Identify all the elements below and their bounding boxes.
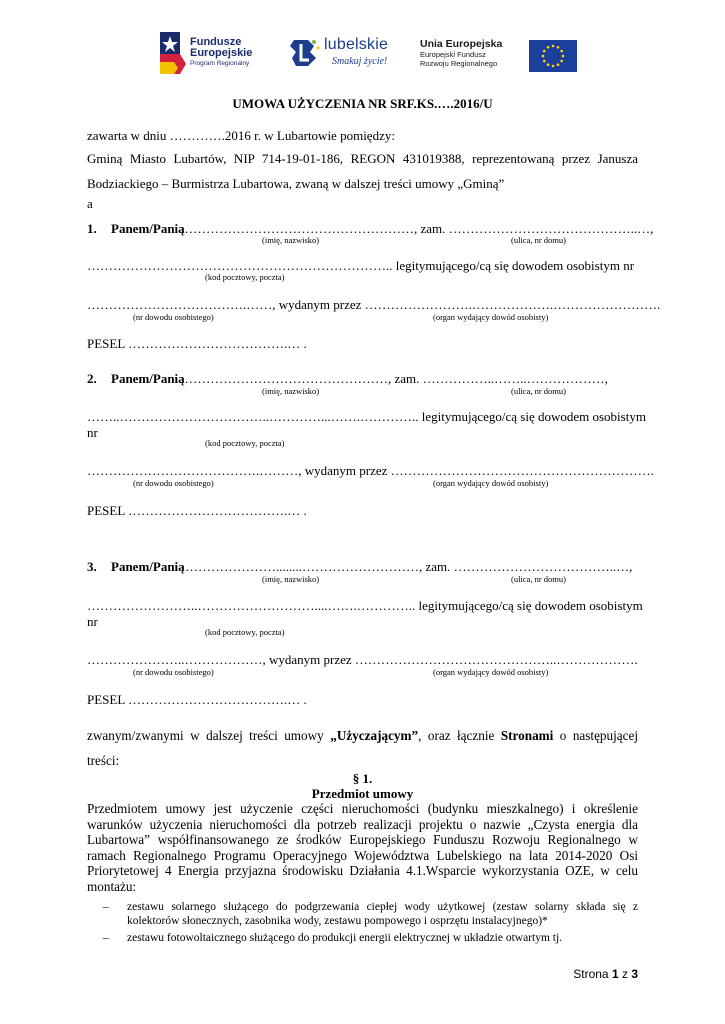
person-label: Panem/Panią <box>111 221 185 236</box>
list-item <box>87 900 638 928</box>
person-name-address-line: …………………........………………………, zam. ………………………………..…, <box>185 559 633 574</box>
person-num: 2. <box>87 371 97 386</box>
hint-id: (nr dowodu osobistego) <box>133 667 214 677</box>
page-number <box>573 967 638 981</box>
section-1-number: § 1. <box>352 771 373 786</box>
list-item-text: zestawu fotowoltaicznego służącego do produkcji energii elektrycznej w układzie otwartym tj. <box>127 932 563 944</box>
lubelskie-tagline: Smakuj życie! <box>332 56 388 67</box>
document-title: UMOWA UŻYCZENIA NR SRF.KS.….2016/U <box>232 96 493 111</box>
list-item <box>87 931 638 945</box>
hint-org: (organ wydający dowód osobisty) <box>433 478 549 488</box>
closing-uzyczajacy: „Użyczającym” <box>330 728 419 743</box>
hint-id: (nr dowodu osobistego) <box>133 478 214 488</box>
intro-gmina: Gminą Miasto Lubartów, NIP 714-19-01-186, REGON 431019388, reprezentowaną przez Janusza Bodziackiego – Burmistrza Lubartowa, zwaną w dalszej treści umowy „Gminą” <box>87 151 638 191</box>
fe-line1: Fundusze <box>190 36 242 48</box>
person-pesel: PESEL ……………………………….… . <box>87 503 307 518</box>
hint-name: (imię, nazwisko) <box>262 235 320 245</box>
hint-post: (kod pocztowy, poczta) <box>205 627 285 637</box>
ue-line1: Unia Europejska <box>420 38 503 50</box>
fe-star-flag-icon <box>160 32 186 74</box>
eu-flag-icon <box>529 40 577 72</box>
list-dash: – <box>103 932 109 944</box>
closing-strony: Stronami <box>500 728 554 743</box>
hint-name: (imię, nazwisko) <box>262 574 320 584</box>
list-dash: – <box>103 901 109 913</box>
footer-total: 3 <box>631 967 638 981</box>
person-pesel: PESEL ……………………………….… . <box>87 692 307 707</box>
footer-pre: Strona <box>573 967 612 981</box>
person-postcode-line: …………………………………………………………….. legitymującego/cą się dowodem osobistym nr <box>87 258 635 273</box>
person-num: 3. <box>87 559 97 574</box>
parties-definition <box>87 723 638 773</box>
section-1-list <box>87 900 638 945</box>
hint-org: (organ wydający dowód osobisty) <box>433 312 549 322</box>
list-item-text: zestawu solarnego służącego do podgrzewania ciepłej wody użytkowej (zestaw solarny składa się z kolektorów słonecznych, zasobnika wody, zestawu pompowego i osprzętu instalacyjnego)* <box>127 901 638 927</box>
person-id-line: …………………..………………, wydanym przez ………………………………………..………………. <box>87 652 638 667</box>
person-postcode-line-cont: nr <box>87 614 98 629</box>
footer-page: 1 <box>611 967 619 981</box>
closing-mid: , oraz łącznie <box>418 728 501 743</box>
hint-street: (ulica, nr domu) <box>511 386 566 396</box>
intro-a: a <box>87 196 93 211</box>
hint-post: (kod pocztowy, poczta) <box>205 272 285 282</box>
hint-street: (ulica, nr domu) <box>511 235 566 245</box>
intro-date-line: zawarta w dniu ………….2016 r. w Lubartowie pomiędzy: <box>87 128 395 143</box>
person-name-address-line: ………………………………………………, zam. ……………………………………..…, <box>180 221 654 236</box>
footer-mid: z <box>618 967 632 981</box>
person-postcode-line: ……………………..………………………....…….………….. legitymującego/cą się dowodem osobistym <box>87 598 643 613</box>
person-id-line: ……………………………….……, wydanym przez …………………….……………….……………………. <box>87 297 661 312</box>
hint-id: (nr dowodu osobistego) <box>133 312 214 322</box>
lubelskie-name: lubelskie <box>324 36 389 53</box>
lubelskie-logo <box>288 34 400 76</box>
ue-line2: Europejski Fundusz <box>420 50 486 59</box>
hint-post: (kod pocztowy, poczta) <box>205 438 285 448</box>
section-1-title: Przedmiot umowy <box>311 786 414 801</box>
closing-post: o następującej treści: <box>87 728 639 768</box>
person-num: 1. <box>87 221 97 236</box>
person-label: Panem/Panią <box>111 559 185 574</box>
ue-line3: Rozwoju Regionalnego <box>420 59 498 68</box>
person-label: Panem/Panią <box>111 371 185 386</box>
person-postcode-line: ……..……………………………..…………...…….………….. legitymującego/cą się dowodem osobistym <box>87 409 646 424</box>
closing-pre: zwanym/zwanymi w dalszej treści umowy <box>87 728 331 743</box>
hint-name: (imię, nazwisko) <box>262 386 320 396</box>
fundusze-europejskie-logo <box>160 32 272 76</box>
fe-line2: Europejskie <box>190 47 253 59</box>
person-postcode-line-cont: nr <box>87 425 98 440</box>
lubelskie-mark-icon <box>288 36 322 70</box>
person-id-line: ………………………………….………, wydanym przez ……………………………………………………. <box>87 463 654 478</box>
section-1-body: Przedmiotem umowy jest użyczenie części nieruchomości (budynku mieszkalnego) i określenie warunków użyczenia nieruchomości dla potrzeb realizacji projektu o nazwie „Czysta energia dla Lubartowa” współfinansowanego ze środków Europejskiego Funduszu Rozwoju Regionalnego w ramach Regionalnego Programu Operacyjnego Województwa Lubelskiego na lata 2014-2020 Osi Priorytetowej 4 Energia przyjazna środowisku Działania 4.1.Wsparcie wykorzystania OZE, w celu montażu: <box>87 801 638 894</box>
hint-street: (ulica, nr domu) <box>511 574 566 584</box>
fe-line3: Program Regionalny <box>190 60 250 67</box>
hint-org: (organ wydający dowód osobisty) <box>433 667 549 677</box>
person-name-address-line: …………………………………………, zam. ……………..……..………………, <box>180 371 608 386</box>
person-pesel: PESEL ……………………………….… . <box>87 336 307 351</box>
unia-europejska-logo <box>420 36 565 76</box>
